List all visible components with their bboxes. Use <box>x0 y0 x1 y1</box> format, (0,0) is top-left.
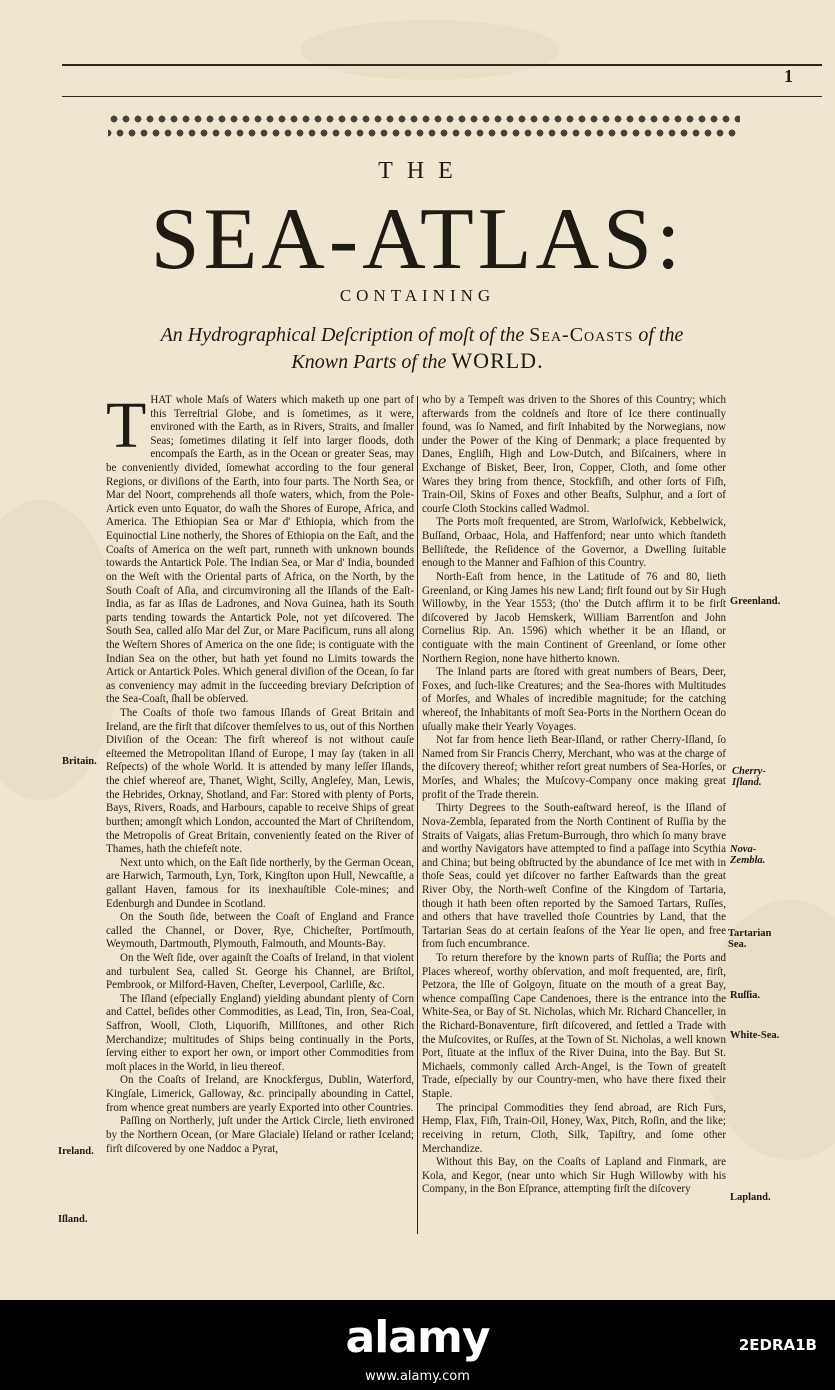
paragraph: On the South ſide, between the Coaſt of England and France called the Channel, or Dover, Rye, Chicheſter, Portſmouth, Weymouth, Dartmouth, Plymouth, Falmouth, and Mounts-Bay. <box>106 911 414 951</box>
margin-note-line: Zembla. <box>730 855 766 866</box>
margin-note-island: Iſland. <box>58 1214 88 1225</box>
margin-note-line: Iſland. <box>732 777 762 788</box>
watermark-logo: alamy <box>345 1312 490 1363</box>
watermark-image-id: 2EDRA1B <box>738 1336 817 1354</box>
left-column <box>106 389 414 1156</box>
paragraph: The Iſland (eſpecially England) yielding abundant plenty of Corn and Cattel, beſides other Commodities, as Lead, Tin, Iron, Sea-Coal, Saffron, Wooll, Cloth, Liquoriſh, Millſtones, and other Rich Merchandize; multitudes of Ships being continually in the Ports, ſerving either to export her own, or import other Commodities from moſt places in the World, in lieu thereof. <box>106 992 414 1073</box>
margin-note-ireland: Ireland. <box>58 1146 94 1157</box>
subtitle-part-d: Known Parts of the <box>291 351 447 373</box>
paragraph: To return therefore by the known parts of Ruſſia; the Ports and Places whereof, worthy obſervation, and moſt frequented, are, firſt, Petzora, the Iſle of Golgoyn, ſituate on the mouth of a great Bay, whence compaſſing Cape Candenoes, there is the entrance into the White-Sea, or Bay of St. Nicholas, which Mr. Richard Chanceller, in the Richard-Bonaventure, firſt diſcovered, and ſettled a Trade with the Muſcovites, or Ruſſes, at the Town of St. Nicholas, a well known Port, ſituate at the influx of the River Duina, into the Bay. But St. Michaels, commonly called Arch-Angel, is the Town of greateſt Trade, eſpecially by our Country-men, who have there fixed their Staple. <box>422 951 726 1101</box>
paragraph: Without this Bay, on the Coaſts of Lapland and Finmark, are Kola, and Kegor, (near unto which Sir Hugh Willowby with his Company, in the Bon Eſprance, attempting firſt the diſcovery <box>422 1156 726 1196</box>
paragraph: On the Weſt ſide, over againſt the Coaſts of Ireland, in that violent and turbulent Sea, called St. George his Channel, are Briſtol, Pembrook, or Milford-Haven, Cheſter, Leverpool, Carliſle, &c. <box>106 951 414 992</box>
subtitle-line-1 <box>112 324 732 347</box>
margin-note-line: Nova- <box>730 844 757 855</box>
paragraph <box>106 389 414 707</box>
top-rule-second <box>62 96 822 97</box>
subtitle-part-c: of the <box>638 324 684 346</box>
paragraph: Paſſing on Northerly, juſt under the Artick Circle, lieth environed by the Northern Ocean, (or Mare Glaciale) Iſeland or rather Iceland; firſt diſcovered by one Naddoc a Pyrat, <box>106 1115 414 1155</box>
margin-note-tartarian-sea <box>728 928 771 950</box>
page-title: SEA-ATLAS: <box>150 191 685 288</box>
margin-note-greenland: Greenland. <box>730 596 781 607</box>
paragraph: Thirty Degrees to the South-eaſtward hereof, is the Iſland of Nova-Zembla, ſeparated from the North Continent of Ruſſia by the Straits of Vaigats, alias Fretum-Burrough, thro which ſo many brave and worthy Navigators have attempted to find a paſſage into Scythia and China; but being obſtructed by the abundance of Ice met with in thoſe Seas, could yet diſcover no farther Eaſtwards than the great River Oby, the North-weſt Confine of the Kingdom of Tartaria, though it hath been often reported by the Samoed Tartars, Ruſſes, and others that have travelled thoſe Countries by Land, that the Tartarian Seas do at certain ſeaſons of the Year lie open, and free from ſuch encumbrance. <box>422 802 726 951</box>
paragraph: The principal Commodities they ſend abroad, are Rich Furs, Hemp, Flax, Fiſh, Train-Oil, Honey, Wax, Pitch, Roſin, and the like; receiving in return, Cloth, Silk, Tapiſtry, and ſome other Merchandize. <box>422 1101 726 1155</box>
margin-note-lapland: Lapland. <box>730 1192 771 1203</box>
column-divider <box>417 396 418 1234</box>
right-column <box>422 394 726 1197</box>
margin-note-line: Tartarian <box>728 928 772 939</box>
paragraph-text: HAT whole Maſs of Waters which maketh up one part of this Terreſtrial Globe, and is ſometimes, as it were, environed with the Earth, as in Rivers, Straits, and ſmaller Seas; ſometimes dilating it ſelf into larger floods, doth encompaſs the Earth, as in the Ocean or greater Seas, may be conveniently divided, ſomewhat according to the four general Regions, or diviſions of the Earth, into four parts. The North Sea, or Mar del Noort, comprehends all thoſe waters, which, from the Pole-Artick even unto Equator, do waſh the Shores of Europe, Africa, and America. The Ethiopian Sea or Mar d' Ethiopia, which from the Equinoctial Line notherly, the Shores of Ethiopia on the Eaſt, and the Coaſts of America on the weſt part, runneth with unknown bounds towards the Antartick Pole. The Indian Sea, or Mar d' India, bounded on the Weſt with the Oriental parts of Africa, on the North, by the South Coaſt of Aſia, and circumvironing all the Iſlands of the Eaſt-India, as far as Iſlas de Ladrones, and Nova Guinea, hath its South parts tending towards the Antartick Pole, not yet diſcovered. The South Sea, called alſo Mar del Zur, or Mare Pacificum, runs all along the Weſtern Shores of America on the one ſide; is contiguate with the Indian Sea on the other, but hath yet found no Limits towards the Artick or Antartick Poles. Which general diviſion of the Ocean, ſo far as conveniency may admit in the ſucceeding breviary Deſcription of the Sea-Coaſt, ſhall be obſerved. <box>106 394 414 706</box>
subtitle-part-a: An Hydrographical Deſcription of moſt of the <box>160 324 525 346</box>
paragraph: Not far from hence lieth Bear-Iſland, or rather Cherry-Iſland, ſo Named from Sir Francis Cherry, Merchant, who was at the charge of the diſcovery thereof; whither reſort great numbers of Sea-Horſes, or Morſes, and Whales; the Muſcovy-Company once making great profit of the Trade therein. <box>422 734 726 801</box>
subtitle-line-2 <box>0 348 835 374</box>
paragraph: On the Coaſts of Ireland, are Knockfergus, Dublin, Waterford, Kingſale, Limerick, Galloway, &c. principally abounding in Cattel, from whence great numbers are yearly Exported into other Countries. <box>106 1074 414 1114</box>
title-containing: CONTAINING <box>339 286 496 305</box>
subtitle-part-b: Sea-Coasts <box>529 324 634 346</box>
margin-note-russia: Ruſſia. <box>730 990 761 1001</box>
margin-note-white-sea: White-Sea. <box>730 1030 780 1041</box>
title-the: THE <box>378 158 467 184</box>
margin-note-line: Sea. <box>728 939 747 950</box>
paragraph: who by a Tempeſt was driven to the Shores of this Country; which afterwards from the coldneſs and ſtore of Ice there continually found, was ſo Named, and firſt Inhabited by the Norwegians, now under the Power of the King of Denmark; a place frequented by Danes, Engliſh, High and Low-Dutch, and Biſcainers, where in Exchange of Bisket, Beer, Iron, Copper, Cloth, and ſome other Wares they bring from thence, Stockfiſh, and other ſorts of Fiſh, Train-Oil, Skins of Foxes and other Beaſts, Sulphur, and a ſort of courſe Cloth Stockins called Wadmol. <box>422 394 726 515</box>
watermark-url: www.alamy.com <box>365 1369 470 1384</box>
ornament-band <box>108 112 740 140</box>
paragraph: North-Eaſt from hence, in the Latitude of 76 and 80, lieth Greenland, or King James his new Land; firſt found out by Sir Hugh Willowby, in the Year 1553; (tho' the Dutch affirm it to be firſt diſcovered by Jacob Hemskerk, William Barrentſon and John Cornelius Rip. An. 1596) which whether it be an Iſland, or contiguate with the main Continent of Greenland, or ſome other Northern Region, none have hitherto known. <box>422 570 726 665</box>
margin-note-nova-zembla <box>730 844 765 866</box>
watermark-bar <box>0 1300 835 1390</box>
margin-note-line: Cherry- <box>732 766 766 777</box>
margin-note-cherry <box>732 766 766 788</box>
paragraph: Next unto which, on the Eaſt ſide northerly, by the German Ocean, are Harwich, Tarmouth, Lyn, Tork, Kingſton upon Hull, Newcaſtle, a gallant Haven, famous for its inexhauſtible Cole-mines; and Edenburgh and Dundee in Scotland. <box>106 856 414 910</box>
margin-note-britain: Britain. <box>62 756 97 767</box>
paragraph: The Coaſts of thoſe two famous Iſlands of Great Britain and Ireland, are the firſt that diſcover themſelves to us, out of this Northen Diviſion of the Ocean: The firſt whereof is not without cauſe eſteemed the Metropolitan Iſland of Europe, I may ſay (taken in all Reſpects) of the whole World. It is attended by many leſſer Iſlands, the chief whereof are, Thanet, Wight, Scilly, Angleſey, Man, Lewis, the Hebrides, Orknay, Shotland, and Far: Stored with plenty of Ports, Bays, Rivers, Roads, and Harbours, capable to receive Ships of great burthen; amongſt which London, accounted the Mart of Chriſtendom, the Metropolis of Great Britain, conveniently ſeated on the River of Thames, hath the chiefeſt note. <box>106 707 414 856</box>
drop-cap: T <box>106 389 147 462</box>
paragraph: The Ports moſt frequented, are Strom, Warloſwick, Kebbelwick, Buſſand, Orbaac, Hola, and Haffenford; near unto which ſtandeth Belliſtede, the Reſidence of the Governor, a Dwelling ſuitable enough to the Manner and Faſhion of this Country. <box>422 516 726 570</box>
top-rule <box>62 64 822 66</box>
subtitle-part-e: WORLD. <box>451 348 544 373</box>
paragraph: The Inland parts are ſtored with great numbers of Bears, Deer, Foxes, and ſuch-like Creatures; and the Sea-ſhores with Multitudes of Morſes, and Whales of incredible magnitude; for the catching whereof, the Inhabitants of moſt Sea-Ports in the Northern Ocean do uſually make their Yearly Voyages. <box>422 666 726 733</box>
page-number: 1 <box>784 66 793 86</box>
